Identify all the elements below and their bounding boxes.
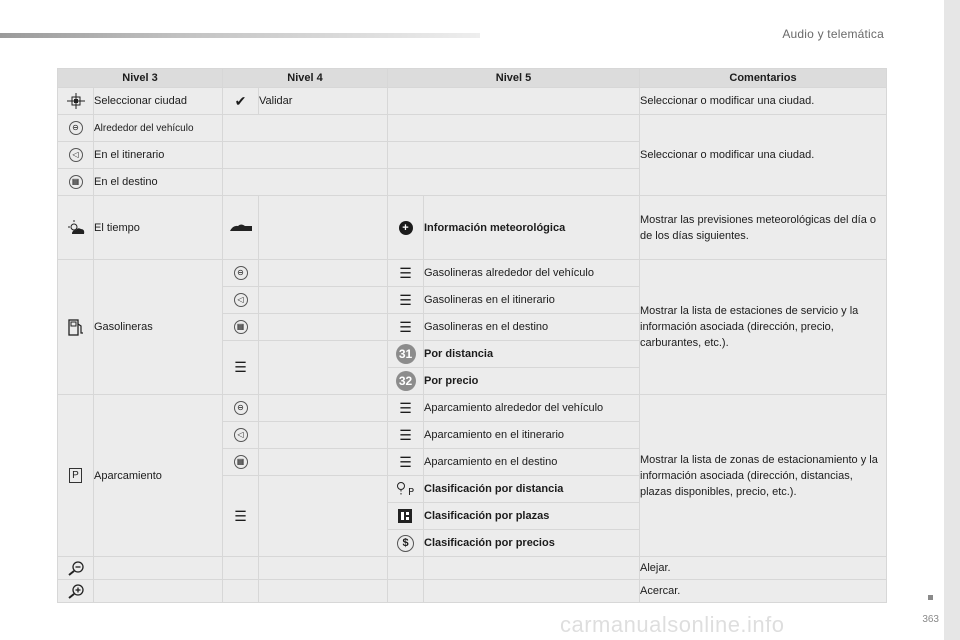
- page-number: 363: [922, 614, 939, 625]
- plus-circle-icon: +: [399, 221, 413, 235]
- city-comment: Seleccionar o modificar una ciudad.: [640, 88, 887, 115]
- list-icon: ☰: [399, 291, 412, 308]
- col-header-comentarios: Comentarios: [640, 69, 887, 88]
- fuel-item: Gasolineras en el destino: [424, 314, 640, 341]
- on-route-label: En el itinerario: [94, 142, 223, 169]
- table-row: [58, 395, 887, 422]
- zone-comment: Seleccionar o modificar una ciudad.: [640, 115, 887, 196]
- badge-31: 31: [396, 344, 416, 364]
- check-icon-cell: [223, 88, 259, 115]
- empty-cell: [388, 88, 640, 115]
- weather-widget-icon: [229, 223, 253, 233]
- destination-flag-icon: ▦: [234, 320, 248, 334]
- list-icon: ☰: [399, 453, 412, 470]
- weather-label: El tiempo: [94, 196, 223, 260]
- list-icon: ☰: [399, 426, 412, 443]
- fuel-item: Gasolineras alrededor del vehículo: [424, 260, 640, 287]
- fuel-item: Gasolineras en el itinerario: [424, 287, 640, 314]
- route-icon: ◁: [234, 293, 248, 307]
- check-icon: ✔: [234, 92, 247, 109]
- around-vehicle-label: Alrededor del vehículo: [94, 115, 223, 142]
- list-icon: ☰: [234, 507, 247, 524]
- validate-label: Validar: [259, 88, 388, 115]
- parking-item: Aparcamiento alrededor del vehículo: [424, 395, 640, 422]
- table-row: [58, 557, 887, 580]
- svg-text:P: P: [407, 487, 414, 497]
- page-marker: [928, 595, 933, 600]
- table-header-row: [58, 69, 887, 88]
- distance-parking-icon: [396, 481, 416, 497]
- city-select-icon-cell: [58, 88, 94, 115]
- parking-item: Aparcamiento en el destino: [424, 449, 640, 476]
- parking-item: Clasificación por distancia: [424, 476, 640, 503]
- car-around-icon: ⊖: [69, 121, 83, 135]
- route-icon: ◁: [69, 148, 83, 162]
- watermark: carmanualsonline.info: [560, 612, 785, 637]
- fuel-pump-icon: [68, 318, 84, 336]
- zoom-out-comment: Alejar.: [640, 557, 887, 580]
- city-select-label: Seleccionar ciudad: [94, 88, 223, 115]
- car-around-icon: ⊖: [234, 401, 248, 415]
- table-row: [58, 260, 887, 287]
- route-icon: ◁: [234, 428, 248, 442]
- header-bar: [0, 33, 480, 38]
- table-row: [58, 115, 887, 142]
- fuel-comment: Mostrar la lista de estaciones de servicio y la información asociada (dirección, precio, carburantes, etc.).: [640, 260, 887, 395]
- list-icon: ☰: [399, 318, 412, 335]
- table-row: [58, 196, 887, 260]
- weather-info-label: Información meteorológica: [424, 196, 640, 260]
- dollar-icon: $: [397, 535, 414, 552]
- fuel-item: Por distancia: [424, 341, 640, 368]
- zoom-out-icon: [67, 560, 85, 576]
- parking-item: Clasificación por plazas: [424, 503, 640, 530]
- zoom-in-icon: [67, 583, 85, 599]
- spaces-parking-icon: [397, 508, 415, 524]
- list-icon: ☰: [399, 399, 412, 416]
- list-icon: ☰: [399, 264, 412, 281]
- destination-flag-icon: ▦: [234, 455, 248, 469]
- destination-flag-icon: ▦: [69, 175, 83, 189]
- weather-comment: Mostrar las previsiones meteorológicas del día o de los días siguientes.: [640, 196, 887, 260]
- badge-32: 32: [396, 371, 416, 391]
- at-destination-label: En el destino: [94, 169, 223, 196]
- menu-table: [57, 68, 887, 603]
- col-header-nivel5: Nivel 5: [388, 69, 640, 88]
- weather-icon: [66, 220, 86, 236]
- car-around-icon: ⊖: [234, 266, 248, 280]
- section-title: Audio y telemática: [782, 27, 884, 41]
- list-icon: ☰: [234, 359, 247, 375]
- table-row: [58, 580, 887, 603]
- fuel-item: Por precio: [424, 368, 640, 395]
- city-icon: [67, 93, 85, 109]
- fuel-stations-label: Gasolineras: [94, 260, 223, 395]
- parking-label: Aparcamiento: [94, 395, 223, 557]
- page-edge-strip: [944, 0, 960, 640]
- parking-item: Aparcamiento en el itinerario: [424, 422, 640, 449]
- zoom-in-comment: Acercar.: [640, 580, 887, 603]
- table-row: [58, 88, 887, 115]
- parking-icon: P: [69, 468, 82, 483]
- parking-item: Clasificación por precios: [424, 530, 640, 557]
- col-header-nivel4: Nivel 4: [223, 69, 388, 88]
- col-header-nivel3: Nivel 3: [58, 69, 223, 88]
- parking-comment: Mostrar la lista de zonas de estacionamiento y la información asociada (dirección, distancias, plazas disponibles, precio, etc.).: [640, 395, 887, 557]
